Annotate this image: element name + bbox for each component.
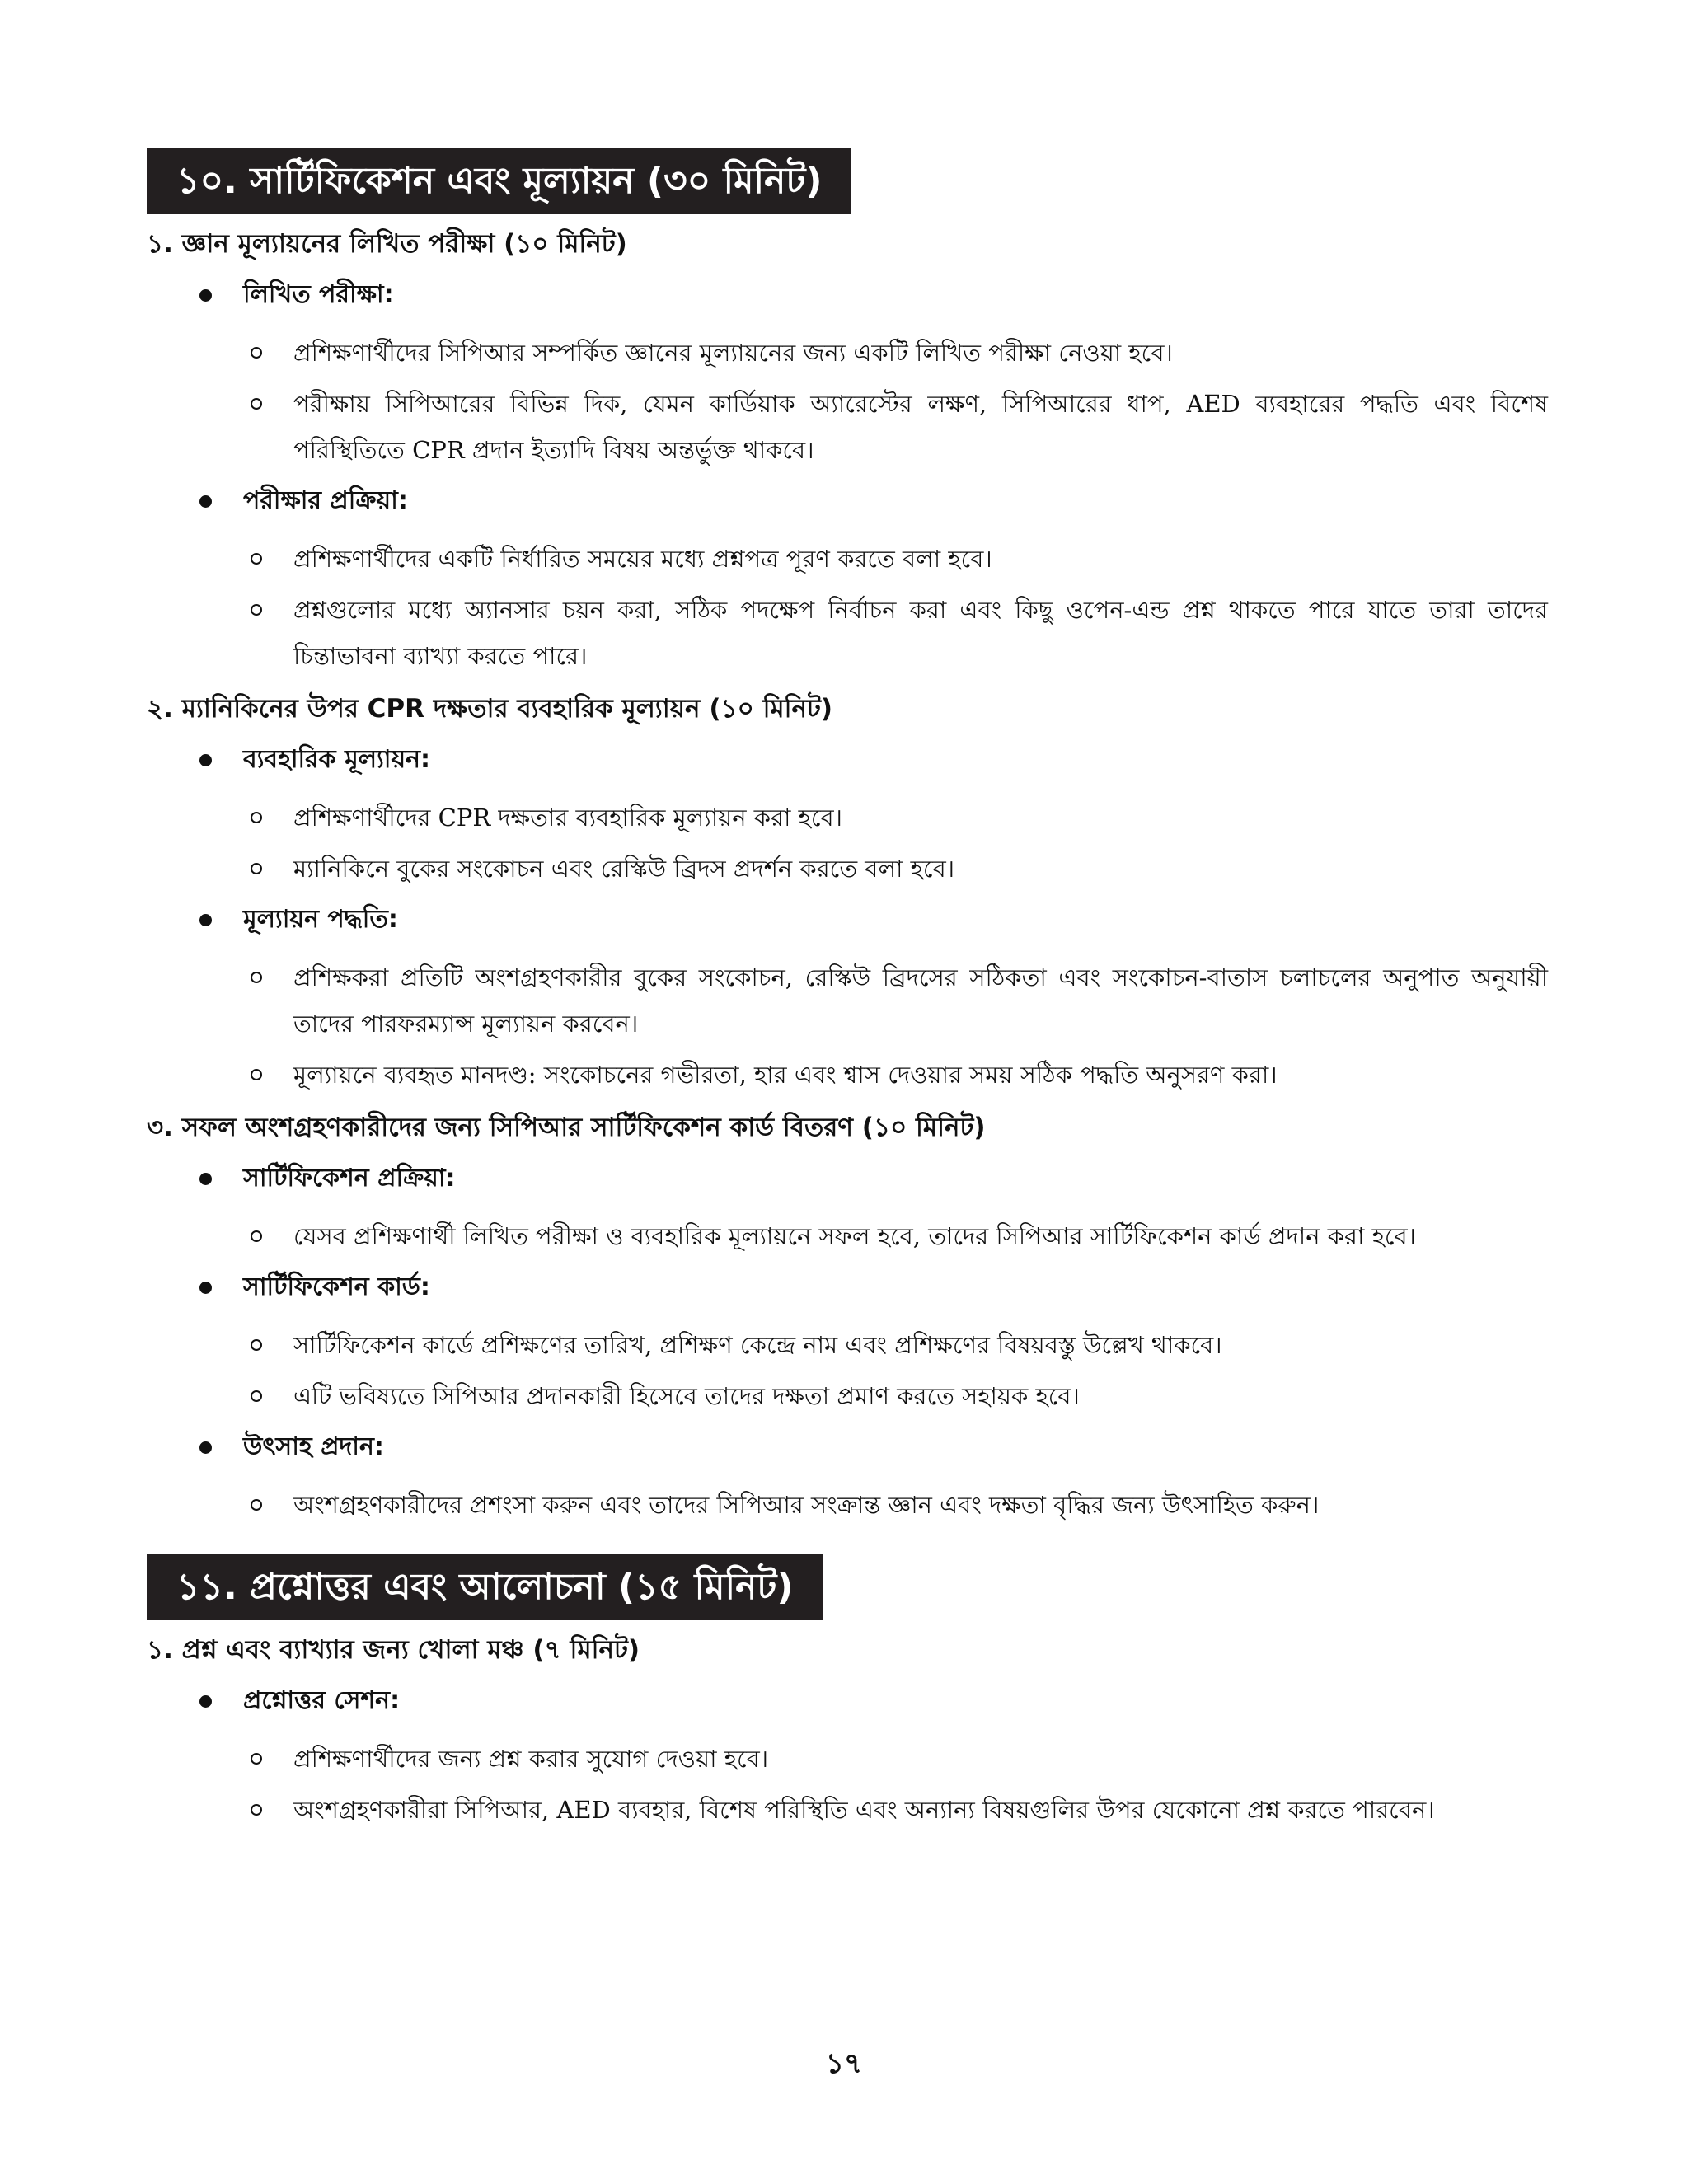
document-page <box>147 148 1548 1838</box>
bullet-heading <box>147 1683 1548 1719</box>
list-item-text: সার্টিফিকেশন কার্ডে প্রশিক্ষণের তারিখ, প্রশিক্ষণ কেন্দ্রে নাম এবং প্রশিক্ষণের বিষয়বস্তু উল্লেখ থাকবে। <box>293 1331 1222 1359</box>
list-item-text: পরীক্ষায় সিপিআরের বিভিন্ন দিক, যেমন কার্ডিয়াক অ্যারেস্টের লক্ষণ, সিপিআরের ধাপ, AED ব্যবহারের পদ্ধতি এবং বিশেষ পরিস্থিতিতে CPR প্রদান ইত্যাদি বিষয় অন্তর্ভুক্ত থাকবে। <box>293 390 1548 464</box>
list-item-text: মূল্যায়নে ব্যবহৃত মানদণ্ড: সংকোচনের গভীরতা, হার এবং শ্বাস দেওয়ার সময় সঠিক পদ্ধতি অনুসরণ করা। <box>293 1061 1278 1089</box>
bullet-heading <box>147 277 1548 313</box>
list-item-text: অংশগ্রহণকারীরা সিপিআর, AED ব্যবহার, বিশেষ পরিস্থিতি এবং অন্যান্য বিষয়গুলির উপর যেকোনো প্রশ্ন করতে পারবেন। <box>293 1796 1435 1824</box>
bullet-heading <box>147 1160 1548 1197</box>
bullet-dot-icon <box>199 754 212 766</box>
bullet-heading <box>147 742 1548 778</box>
bullet-dot-icon <box>199 1695 212 1708</box>
list-item-text: ম্যানিকিনে বুকের সংকোচন এবং রেস্কিউ ব্রিদস প্রদর্শন করতে বলা হবে। <box>293 855 955 883</box>
bullet-heading <box>147 902 1548 938</box>
list-item-text: প্রশিক্ষণার্থীদের একটি নির্ধারিত সময়ের মধ্যে প্রশ্নপত্র পূরণ করতে বলা হবে। <box>293 545 992 573</box>
circle-bullet-icon <box>251 398 262 410</box>
list-item <box>147 954 1548 1047</box>
circle-bullet-icon <box>251 863 262 874</box>
circle-bullet-icon <box>251 1753 262 1765</box>
bullet-heading <box>147 1269 1548 1305</box>
bullet-label: উৎসাহ প্রদান: <box>243 1432 384 1461</box>
list-item <box>147 1322 1548 1368</box>
circle-bullet-icon <box>251 812 262 823</box>
list-item <box>147 794 1548 841</box>
bullet-label: পরীক্ষার প্রক্রিয়া: <box>243 486 408 515</box>
list-item-text: অংশগ্রহণকারীদের প্রশংসা করুন এবং তাদের সিপিআর সংক্রান্ত জ্ঞান এবং দক্ষতা বৃদ্ধির জন্য উৎসাহিত করুন। <box>293 1491 1320 1519</box>
circle-bullet-icon <box>251 604 262 616</box>
subsection-heading: ৩. সফল অংশগ্রহণকারীদের জন্য সিপিআর সার্টিফিকেশন কার্ড বিতরণ (১০ মিনিট) <box>147 1113 986 1142</box>
bullet-label: মূল্যায়ন পদ্ধতি: <box>243 905 398 934</box>
circle-bullet-icon <box>251 1804 262 1816</box>
bullet-dot-icon <box>199 495 212 508</box>
bullet-dot-icon <box>199 289 212 302</box>
list-item <box>147 1213 1548 1259</box>
circle-bullet-icon <box>251 972 262 983</box>
bullet-heading <box>147 483 1548 519</box>
list-item <box>147 587 1548 679</box>
bullet-dot-icon <box>199 1441 212 1454</box>
bullet-heading <box>147 1429 1548 1465</box>
circle-bullet-icon <box>251 347 262 359</box>
circle-bullet-icon <box>251 1230 262 1242</box>
list-item-text: প্রশিক্ষণার্থীদের জন্য প্রশ্ন করার সুযোগ দেওয়া হবে। <box>293 1745 769 1773</box>
subsection-heading: ১. জ্ঞান মূল্যায়নের লিখিত পরীক্ষা (১০ মিনিট) <box>147 229 627 259</box>
list-item <box>147 381 1548 473</box>
list-item-text: প্রশিক্ষকরা প্রতিটি অংশগ্রহণকারীর বুকের সংকোচন, রেস্কিউ ব্রিদসের সঠিকতা এবং সংকোচন-বাতাস চলাচলের অনুপাত অনুযায়ী তাদের পারফরম্যান্স মূল্যায়ন করবেন। <box>293 963 1548 1038</box>
subsection-heading: ২. ম্যানিকিনের উপর CPR দক্ষতার ব্যবহারিক মূল্যায়ন (১০ মিনিট) <box>147 694 833 724</box>
circle-bullet-icon <box>251 1339 262 1351</box>
list-item <box>147 536 1548 582</box>
list-item <box>147 846 1548 892</box>
circle-bullet-icon <box>251 1499 262 1511</box>
list-item <box>147 1373 1548 1419</box>
bullet-dot-icon <box>199 1282 212 1294</box>
bullet-label: ব্যবহারিক মূল্যায়ন: <box>243 745 431 774</box>
bullet-label: প্রশ্নোত্তর সেশন: <box>243 1686 401 1715</box>
bullet-dot-icon <box>199 1173 212 1185</box>
bullet-label: সার্টিফিকেশন প্রক্রিয়া: <box>243 1164 456 1193</box>
subsection-heading: ১. প্রশ্ন এবং ব্যাখ্যার জন্য খোলা মঞ্চ (৭ মিনিট) <box>147 1635 640 1665</box>
list-item <box>147 1052 1548 1098</box>
list-item-text: প্রশ্নগুলোর মধ্যে অ্যানসার চয়ন করা, সঠিক পদক্ষেপ নির্বাচন করা এবং কিছু ওপেন-এন্ড প্রশ্ন থাকতে পারে যাতে তারা তাদের চিন্তাভাবনা ব্যাখ্যা করতে পারে। <box>293 596 1548 670</box>
list-item <box>147 1482 1548 1528</box>
list-item <box>147 330 1548 376</box>
list-item <box>147 1787 1548 1833</box>
bullet-dot-icon <box>199 914 212 926</box>
circle-bullet-icon <box>251 553 262 565</box>
list-item-text: যেসব প্রশিক্ষণার্থী লিখিত পরীক্ষা ও ব্যবহারিক মূল্যায়নে সফল হবে, তাদের সিপিআর সার্টিফিকেশন কার্ড প্রদান করা হবে। <box>293 1222 1416 1250</box>
circle-bullet-icon <box>251 1390 262 1402</box>
page-number: ১৭ <box>825 2047 863 2080</box>
list-item-text: প্রশিক্ষণার্থীদের সিপিআর সম্পর্কিত জ্ঞানের মূল্যায়নের জন্য একটি লিখিত পরীক্ষা নেওয়া হবে। <box>293 339 1173 367</box>
circle-bullet-icon <box>251 1069 262 1080</box>
section-heading-10: ১০. সার্টিফিকেশন এবং মূল্যায়ন (৩০ মিনিট) <box>147 148 851 214</box>
bullet-label: সার্টিফিকেশন কার্ড: <box>243 1272 430 1301</box>
section-heading-11: ১১. প্রশ্নোত্তর এবং আলোচনা (১৫ মিনিট) <box>147 1554 823 1620</box>
bullet-label: লিখিত পরীক্ষা: <box>243 280 394 309</box>
list-item-text: প্রশিক্ষণার্থীদের CPR দক্ষতার ব্যবহারিক মূল্যায়ন করা হবে। <box>293 804 843 832</box>
list-item-text: এটি ভবিষ্যতে সিপিআর প্রদানকারী হিসেবে তাদের দক্ষতা প্রমাণ করতে সহায়ক হবে। <box>293 1382 1080 1410</box>
list-item <box>147 1736 1548 1782</box>
